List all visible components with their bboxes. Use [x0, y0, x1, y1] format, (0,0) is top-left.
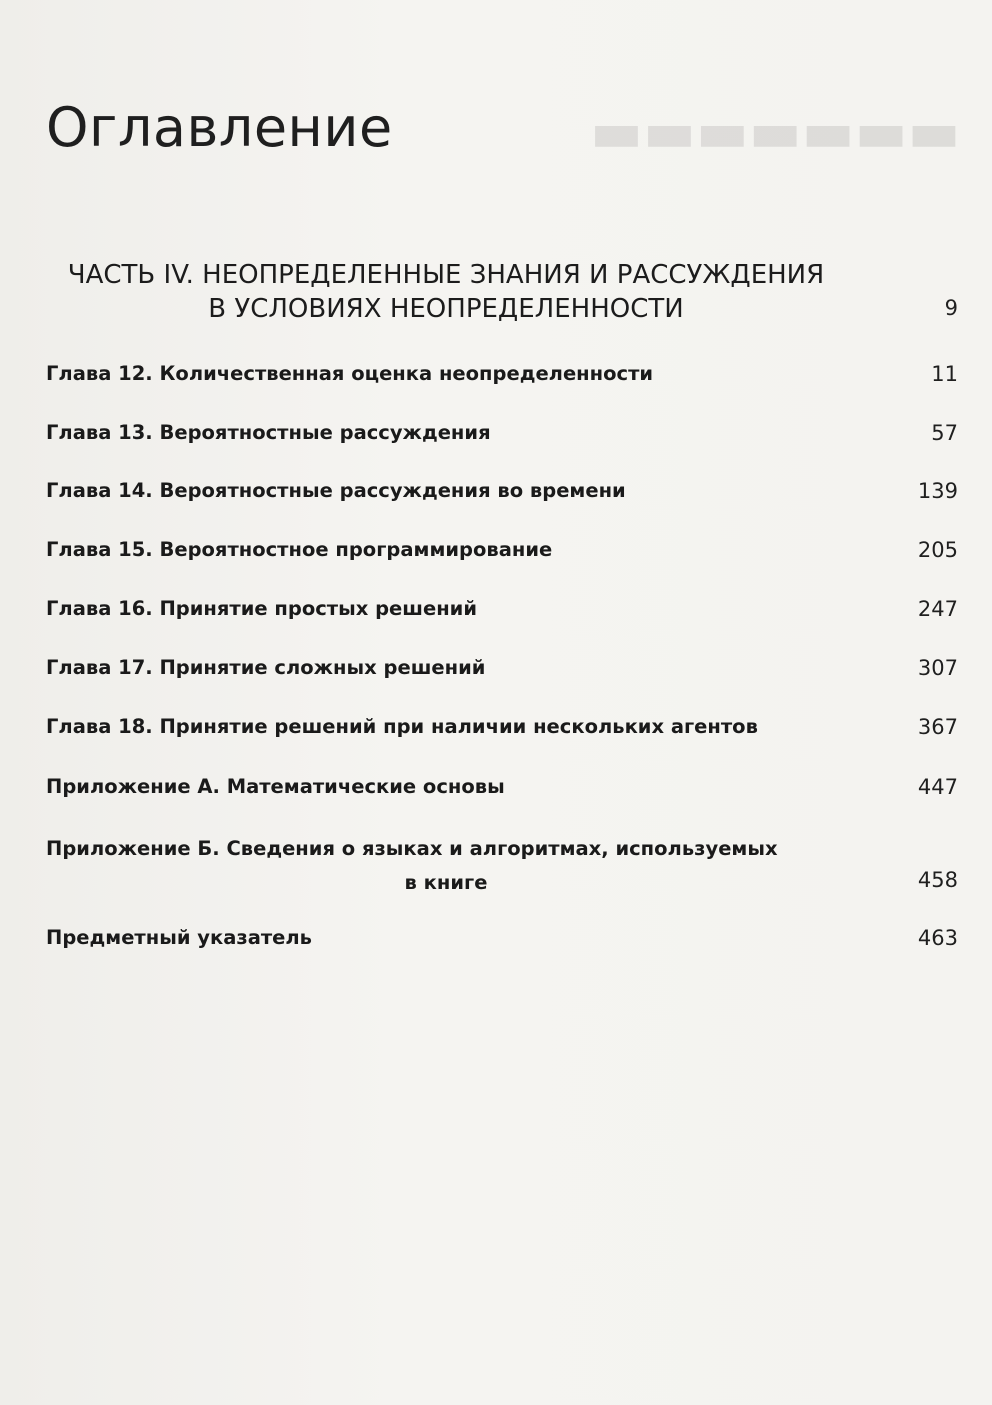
toc-entry-chapter-15 [46, 536, 958, 570]
part-title-line-2: В УСЛОВИЯХ НЕОПРЕДЕЛЕННОСТИ [208, 294, 684, 324]
toc-entry-label: Глава 15. Вероятностное программирование [46, 538, 553, 561]
toc-entry-label: Глава 13. Вероятностные рассуждения [46, 421, 491, 444]
part-title [46, 258, 846, 326]
toc-entry-label: Приложение А. Математические основы [46, 775, 505, 798]
toc-entry-chapter-12 [46, 360, 958, 394]
toc-entry-appendix-b [46, 832, 958, 896]
toc-entry-page: 447 [917, 775, 958, 799]
toc-entry-chapter-18 [46, 713, 958, 747]
toc-entry-label: Глава 17. Принятие сложных решений [46, 656, 486, 679]
toc-entry-label-line-2: в книге [404, 871, 488, 894]
toc-entry-label: Глава 12. Количественная оценка неопределенности [46, 362, 654, 385]
toc-entry-label-line-1: Приложение Б. Сведения о языках и алгоритмах, используемых [46, 837, 778, 860]
toc-entry-chapter-13 [46, 419, 958, 453]
toc-entry-page: 247 [917, 597, 958, 621]
toc-entry-appendix-a [46, 773, 958, 807]
part-title-line-1: ЧАСТЬ IV. НЕОПРЕДЕЛЕННЫЕ ЗНАНИЯ И РАССУЖДЕНИЯ [67, 260, 825, 290]
toc-entry-page: 458 [917, 868, 958, 892]
toc-entry-page: 205 [917, 538, 958, 562]
toc-entry-chapter-16 [46, 595, 958, 629]
part-page-number: 9 [944, 296, 958, 320]
toc-entry-page: 57 [931, 421, 958, 445]
part-heading [46, 258, 958, 326]
toc-entry-page: 367 [917, 715, 958, 739]
toc-entry-page: 139 [917, 479, 958, 503]
toc-entry-label: Предметный указатель [46, 926, 313, 949]
toc-entry-page: 307 [917, 656, 958, 680]
toc-entry-label: Глава 16. Принятие простых решений [46, 597, 478, 620]
toc-entry-label: Глава 14. Вероятностные рассуждения во времени [46, 479, 626, 502]
toc-entry-label [46, 832, 846, 900]
toc-entry-page: 463 [917, 926, 958, 950]
page-title: Оглавление [46, 96, 393, 159]
toc-entry-chapter-17 [46, 654, 958, 688]
toc-entry-label: Глава 18. Принятие решений при наличии нескольких агентов [46, 715, 758, 738]
toc-entry-index [46, 924, 958, 958]
toc-entry-page: 11 [931, 362, 958, 386]
toc-entry-chapter-14 [46, 477, 958, 511]
bleed-through-heading: ▬▬▬▬▬▬▬ [590, 100, 961, 165]
